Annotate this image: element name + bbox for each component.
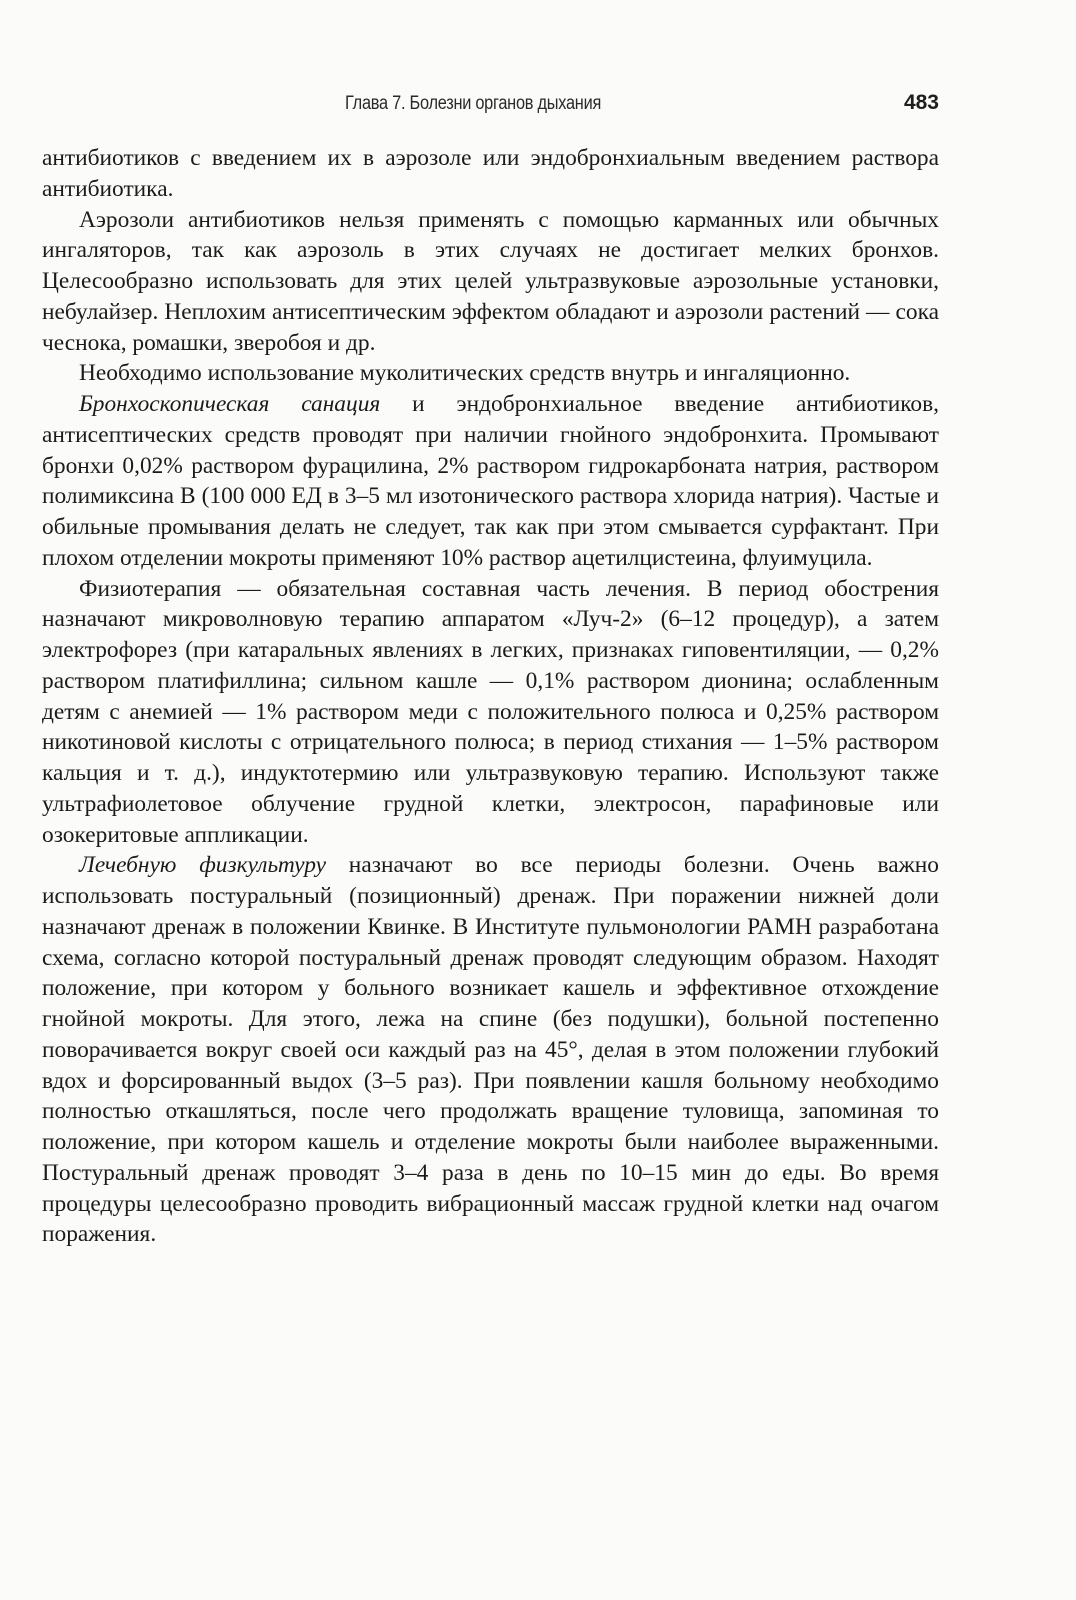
paragraph-lead-term: Лечебную физкультуру [79,852,326,879]
page-number: 483 [903,91,939,114]
paragraph-text: Аэрозоли антибиотиков нельзя применять с помощью карманных или обычных ингаляторов, так как аэрозоль в этих случаях не достигает мелких бронхов. Целесообразно использовать для этих целей ультразвуковые аэрозольные установки, небулайзер. Неплохим антисептическим эффектом обладают и аэрозоли растений — сока чеснока, ромашки, зверобоя и др. [42,206,939,356]
paragraph-text: назначают во все периоды болезни. Очень важно использовать постуральный (позиционный) дренаж. При поражении нижней доли назначают дренаж в положении Квинке. В Институте пульмонологии РАМН разработана схема, согласно которой постуральный дренаж проводят следующим образом. Находят положение, при котором у больного возникает кашель и эффективное отхождение гнойной мокроты. Для этого, лежа на спине (без подушки), больной постепенно поворачивается вокруг своей оси каждый раз на 45°, делая в этом положении глубокий вдох и форсированный выдох (3–5 раз). При появлении кашля больному необходимо полностью откашляться, после чего продолжать вращение туловища, запоминая то положение, при котором кашель и отделение мокроты были наиболее выраженными. Постуральный дренаж проводят 3–4 раза в день по 10–15 мин до еды. Во время процедуры целесообразно проводить вибрационный массаж грудной клетки над очагом поражения. [42,852,939,1248]
paragraph-text: антибиотиков с введением их в аэрозоле или эндобронхиальным введением раствора антибиотика. [42,145,939,202]
paragraph-text: Необходимо использование муколитических средств внутрь и ингаляционно. [79,360,851,387]
paragraph-continuation [42,143,939,205]
paragraph-text: и эндобронхиальное введение антибиотиков, антисептических средств проводят при наличии гнойного эндобронхита. Промывают бронхи 0,02% раствором фурацилина, 2% раствором гидрокарбоната натрия, раствором полимиксина В (100 000 ЕД в 3–5 мл изотонического раствора хлорида натрия). Частые и обильные промывания делать не следует, так как при этом смывается сурфактант. При плохом отделении мокроты применяют 10% раствор ацетилцистеина, флуимуцила. [42,391,939,571]
paragraph-mucolytics [42,358,939,389]
chapter-title: Глава 7. Болезни органов дыхания [345,93,602,114]
paragraph-bronchoscopic-sanation [42,389,939,574]
paragraph-lead-term: Бронхоскопическая санация [79,391,381,417]
running-header [42,93,939,123]
paragraph-physiotherapy [42,574,939,851]
body-text [42,143,939,1250]
paragraph-aerosols [42,205,939,359]
paragraph-exercise-therapy [42,850,939,1250]
paragraph-text: Физиотерапия — обязательная составная часть лечения. В период обострения назначают микроволновую терапию аппаратом «Луч-2» (6–12 процедур), а затем электрофорез (при катаральных явлениях в легких, признаках гиповентиляции, — 0,2% раствором платифиллина; сильном кашле — 0,1% раствором дионина; ослабленным детям с анемией — 1% раствором меди с положительного полюса и 0,25% раствором никотиновой кислоты с отрицательного полюса; в период стихания — 1–5% раствором кальция и т. д.), индуктотермию или ультразвуковую терапию. Используют также ультрафиолетовое облучение грудной клетки, электросон, парафиновые или озокеритовые аппликации. [42,575,939,848]
